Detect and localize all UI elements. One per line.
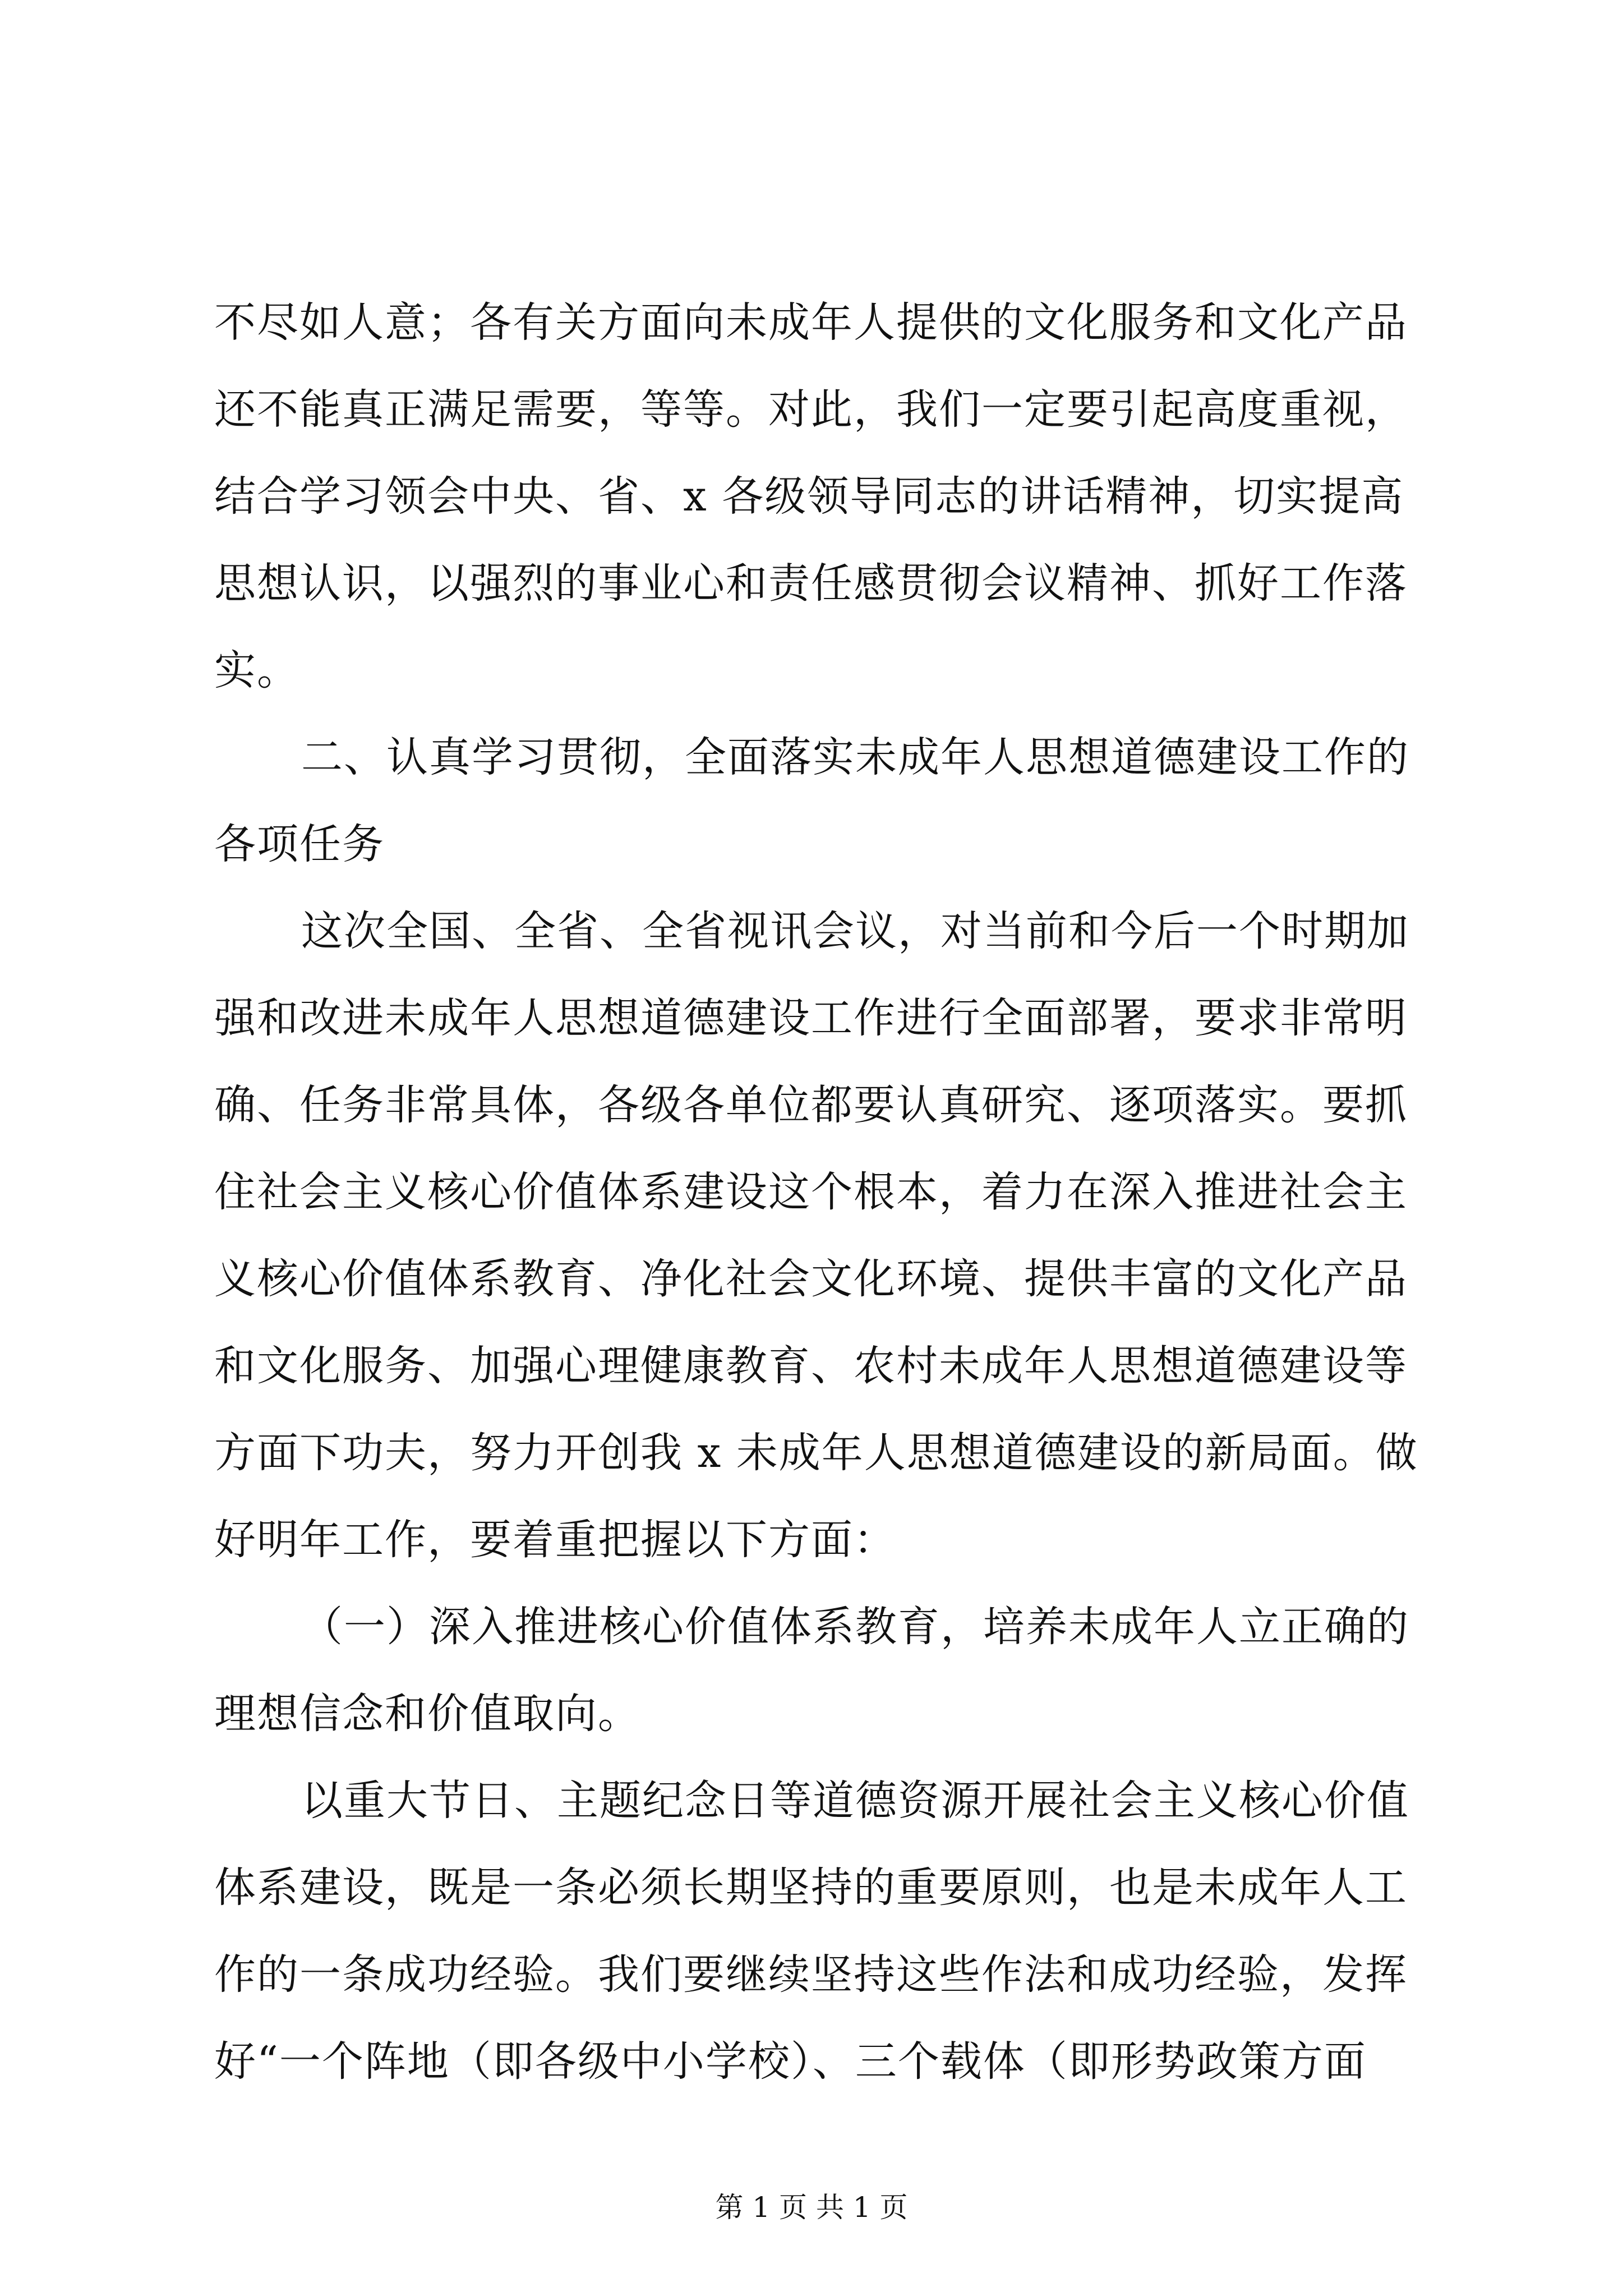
subsection-heading-line: （一）深入推进核心价值体系教育，培养未成年人立正确的 (301, 1603, 1409, 1651)
section-heading-line: 二、认真学习贯彻，全面落实未成年人思想道德建设工作的 (301, 733, 1409, 781)
text-line: 好明年工作，要着重把握以下方面： (214, 1516, 896, 1564)
text-line: 作的一条成功经验。我们要继续坚持这些作法和成功经验，发挥 (214, 1950, 1408, 1999)
page-number-footer: 第 1 页 共 1 页 (715, 2191, 908, 2224)
text-line: 不尽如人意；各有关方面向未成年人提供的文化服务和文化产品 (214, 298, 1408, 347)
text-line: 体系建设，既是一条必须长期坚持的重要原则，也是未成年人工 (214, 1864, 1408, 1912)
subsection-heading-line: 理想信念和价值取向。 (214, 1690, 640, 1738)
text-line: 思想认识，以强烈的事业心和责任感贯彻会议精神、抓好工作落 (214, 559, 1408, 608)
text-line: 方面下功夫，努力开创我 x 未成年人思想道德建设的新局面。做 (214, 1429, 1418, 1477)
text-line: 这次全国、全省、全省视讯会议，对当前和今后一个时期加 (301, 907, 1409, 955)
section-heading-line: 各项任务 (214, 820, 385, 868)
text-line: 义核心价值体系教育、净化社会文化环境、提供丰富的文化产品 (214, 1255, 1408, 1303)
text-line: 以重大节日、主题纪念日等道德资源开展社会主义核心价值 (301, 1777, 1409, 1825)
text-line: 住社会主义核心价值体系建设这个根本，着力在深入推进社会主 (214, 1168, 1408, 1216)
text-line: 结合学习领会中央、省、x 各级领导同志的讲话精神，切实提高 (214, 472, 1404, 521)
text-line: 强和改进未成年人思想道德建设工作进行全面部署，要求非常明 (214, 994, 1408, 1042)
text-line: 还不能真正满足需要，等等。对此，我们一定要引起高度重视， (214, 385, 1408, 434)
text-line: 好“一个阵地（即各级中小学校）、三个载体（即形势政策方面 (214, 2037, 1367, 2086)
text-line: 确、任务非常具体，各级各单位都要认真研究、逐项落实。要抓 (214, 1081, 1408, 1129)
text-line: 实。 (214, 646, 299, 694)
text-line: 和文化服务、加强心理健康教育、农村未成年人思想道德建设等 (214, 1342, 1408, 1390)
